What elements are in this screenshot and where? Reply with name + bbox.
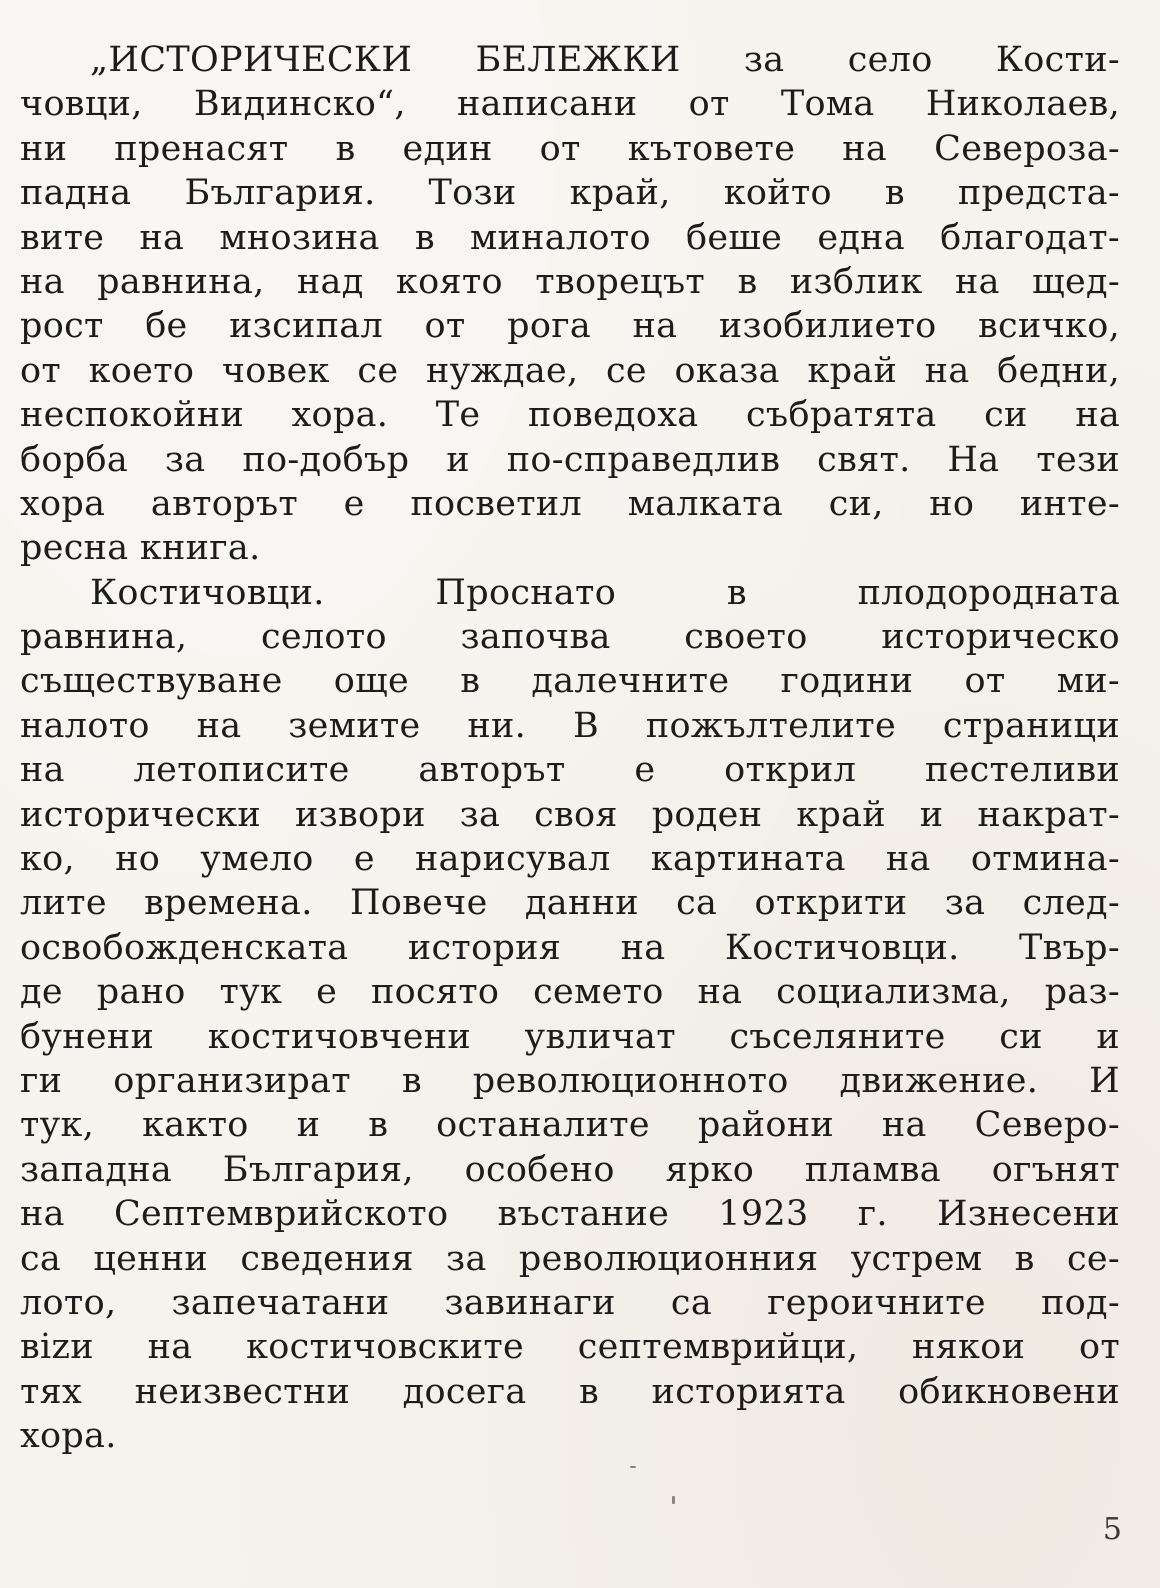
text-line: тук, както и в останалите райони на Северо- [20, 1105, 1120, 1146]
text-line: вите на мнозина в миналото беше една благодат- [20, 217, 1120, 258]
text-line: от което човек се нуждае, се оказа край на бедни, [20, 350, 1120, 391]
text-line: на Септемврийското въстание 1923 г. Изнесени [20, 1194, 1120, 1235]
text-line: „ИСТОРИЧЕСКИ БЕЛЕЖКИ за село Кости- [90, 40, 1120, 80]
text-line: налото на земите ни. В пожълтелите страници [20, 705, 1120, 746]
paragraph-2 [20, 571, 1120, 1459]
text-line: Костичовци. Проснато в плодородната [90, 572, 1120, 613]
paragraph-1 [20, 38, 1120, 571]
text-line: де рано тук е посято семето на социализма, раз- [20, 972, 1120, 1013]
text-line: на равнина, над която творецът в изблик на щед- [20, 261, 1120, 302]
text-line: хора авторът е посветил малката си, но инте- [20, 483, 1120, 524]
text-line: вizи на костичовските септемврийци, някои от [20, 1327, 1120, 1368]
text-line: рост бе изсипал от рога на изобилието всичко, [20, 306, 1120, 347]
text-line: неспокойни хора. Те поведоха събратята си на [20, 395, 1120, 436]
text-line: падна България. Този край, който в предста- [20, 173, 1120, 214]
text-line: са ценни сведения за революционния устрем в се- [20, 1238, 1120, 1279]
text-line: човци, Видинско“, написани от Тома Николаев, [20, 84, 1120, 125]
text-line: на летописите авторът е открил пестеливи [20, 750, 1120, 791]
text-line: ко, но умело е нарисувал картината на отмина- [20, 839, 1120, 880]
body-text [20, 38, 1120, 1459]
text-line: ни пренасят в един от кътовете на Североза- [20, 128, 1120, 169]
text-line: ги организират в революционното движение. И [20, 1060, 1120, 1101]
text-line: лите времена. Повече данни са открити за след- [20, 883, 1120, 924]
text-line: равнина, селото започва своето историческо [20, 617, 1120, 658]
text-line: тях неизвестни досега в историята обикновени [20, 1371, 1120, 1412]
page-number: 5 [1102, 1512, 1122, 1547]
text-line: съществуване още в далечните години от ми- [20, 661, 1120, 702]
text-line: освобожденската история на Костичовци. Твър- [20, 927, 1120, 968]
text-line: бунени костичовчени увличат съселяните си и [20, 1016, 1120, 1057]
text-line: хора. [20, 1416, 117, 1457]
text-line: исторически извори за своя роден край и накрат- [20, 794, 1120, 835]
text-line: западна България, особено ярко пламва огънят [20, 1149, 1120, 1190]
text-line: лото, запечатани завинаги са героичните под- [20, 1282, 1120, 1323]
paper-speck [630, 1466, 636, 1468]
paper-speck [672, 1496, 675, 1504]
text-line: борба за по-добър и по-справедлив свят. На тези [20, 439, 1120, 480]
text-line: ресна книга. [20, 528, 261, 569]
